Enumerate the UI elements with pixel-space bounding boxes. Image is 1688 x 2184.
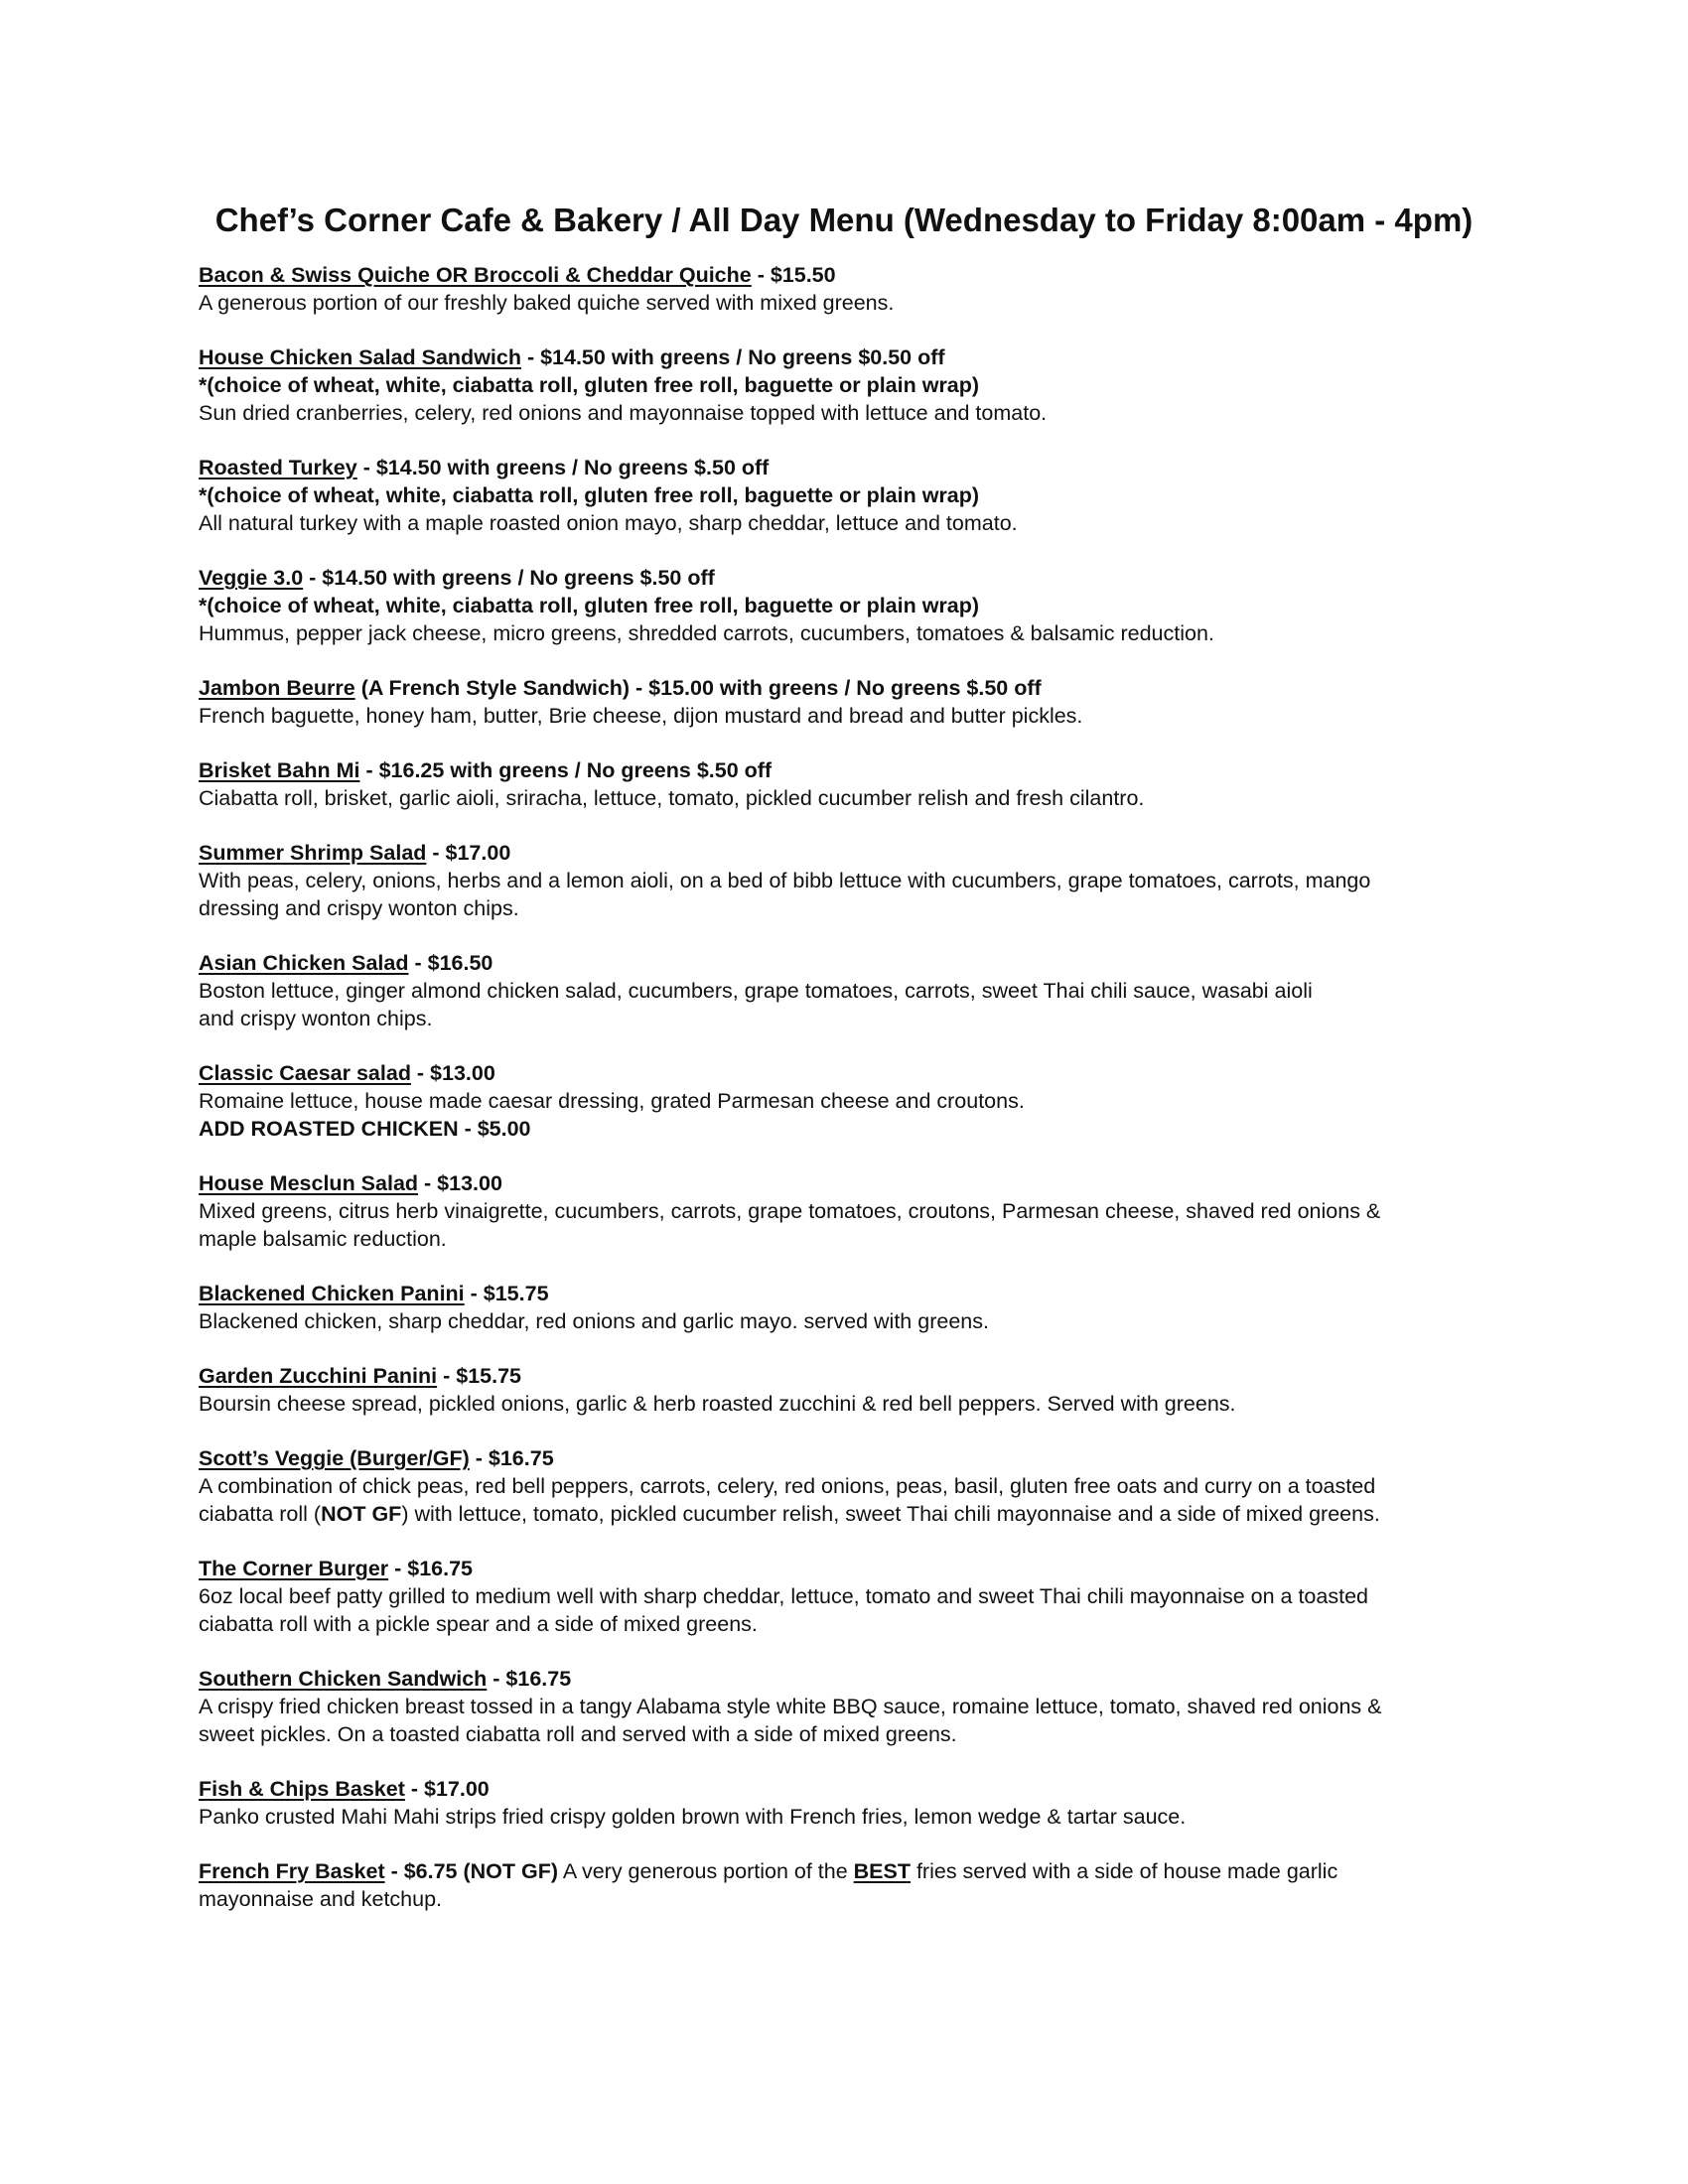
menu-item-chicken-salad-sandwich	[199, 343, 1489, 427]
menu-item-description: 6oz local beef patty grilled to medium well with sharp cheddar, lettuce, tomato and sweet Thai chili mayonnaise on a toasted	[199, 1584, 1368, 1608]
menu-item-description: mayonnaise and ketchup.	[199, 1887, 443, 1911]
menu-item-heading	[199, 756, 1489, 784]
description-text: ) with lettuce, tomato, pickled cucumber relish, sweet Thai chili mayonnaise and a side of mixed greens.	[401, 1502, 1380, 1526]
menu-item-fish-and-chips	[199, 1775, 1489, 1831]
menu-item-price: - $15.75	[464, 1282, 549, 1305]
menu-item-description: ciabatta roll with a pickle spear and a side of mixed greens.	[199, 1612, 758, 1636]
description-text: ciabatta roll (	[199, 1502, 322, 1526]
menu-item-heading	[199, 1775, 1489, 1803]
menu-item-name: Bacon & Swiss Quiche OR Broccoli & Cheddar Quiche	[199, 263, 752, 287]
menu-item-quiche	[199, 261, 1489, 317]
menu-item-summer-shrimp-salad	[199, 839, 1489, 922]
menu-item-name: Garden Zucchini Panini	[199, 1364, 438, 1388]
page-title: Chef’s Corner Cafe & Bakery / All Day Menu (Wednesday to Friday 8:00am - 4pm)	[214, 202, 1474, 238]
menu-item-description: French baguette, honey ham, butter, Brie cheese, dijon mustard and bread and butter pickles.	[199, 704, 1083, 728]
not-gf-note: NOT GF	[321, 1502, 402, 1526]
menu-item-brisket-bahn-mi	[199, 756, 1489, 812]
menu-item-description: maple balsamic reduction.	[199, 1227, 447, 1251]
menu-item-heading	[199, 343, 1489, 371]
menu-item-bread-choice: *(choice of wheat, white, ciabatta roll, gluten free roll, baguette or plain wrap)	[199, 483, 980, 507]
menu-item-description: A generous portion of our freshly baked quiche served with mixed greens.	[199, 291, 895, 315]
menu-item-description: All natural turkey with a maple roasted onion mayo, sharp cheddar, lettuce and tomato.	[199, 511, 1018, 535]
menu-item-description: Mixed greens, citrus herb vinaigrette, cucumbers, carrots, grape tomatoes, croutons, Parmesan cheese, shaved red onions &	[199, 1199, 1381, 1223]
menu-item-description: dressing and crispy wonton chips.	[199, 896, 519, 920]
menu-item-french-fry-basket	[199, 1857, 1489, 1913]
menu-item-bread-choice: *(choice of wheat, white, ciabatta roll, gluten free roll, baguette or plain wrap)	[199, 594, 980, 617]
menu-item-description: Ciabatta roll, brisket, garlic aioli, sriracha, lettuce, tomato, pickled cucumber relish and fresh cilantro.	[199, 786, 1145, 810]
menu-item-name: House Mesclun Salad	[199, 1171, 419, 1195]
menu-item-heading	[199, 1857, 1489, 1885]
menu-item-name: Summer Shrimp Salad	[199, 841, 427, 865]
menu-item-southern-chicken-sandwich	[199, 1665, 1489, 1748]
menu-item-heading	[199, 949, 1489, 977]
menu-item-name: Asian Chicken Salad	[199, 951, 409, 975]
menu-item-name: Roasted Turkey	[199, 456, 357, 479]
menu-item-name: French Fry Basket	[199, 1859, 385, 1883]
menu-item-heading	[199, 1362, 1489, 1390]
menu-item-name: Classic Caesar salad	[199, 1061, 411, 1085]
menu-item-price: - $17.00	[404, 1777, 490, 1801]
menu-list	[199, 261, 1489, 1940]
menu-item-name: Blackened Chicken Panini	[199, 1282, 465, 1305]
menu-item-heading	[199, 454, 1489, 481]
menu-item-garden-zucchini-panini	[199, 1362, 1489, 1418]
menu-item-description: Boston lettuce, ginger almond chicken salad, cucumbers, grape tomatoes, carrots, sweet Thai chili sauce, wasabi aioli	[199, 979, 1313, 1003]
menu-item-price: - $16.75	[388, 1557, 474, 1580]
menu-item-price: - $13.00	[418, 1171, 502, 1195]
menu-item-description: A crispy fried chicken breast tossed in a tangy Alabama style white BBQ sauce, romaine lettuce, tomato, shaved red onions &	[199, 1695, 1382, 1718]
menu-item-price: - $16.25 with greens / No greens $.50 off	[359, 758, 773, 782]
menu-item-heading	[199, 674, 1489, 702]
menu-item-description: and crispy wonton chips.	[199, 1007, 433, 1030]
menu-item-name: Jambon Beurre	[199, 676, 355, 700]
menu-item-description: sweet pickles. On a toasted ciabatta roll and served with a side of mixed greens.	[199, 1722, 957, 1746]
menu-item-description	[199, 1500, 1489, 1528]
menu-item-price: (A French Style Sandwich) - $15.00 with greens / No greens $.50 off	[354, 676, 1042, 700]
menu-item-heading	[199, 1665, 1489, 1693]
menu-item-description: Blackened chicken, sharp cheddar, red onions and garlic mayo. served with greens.	[199, 1309, 989, 1333]
menu-item-name: Brisket Bahn Mi	[199, 758, 360, 782]
menu-item-heading	[199, 839, 1489, 867]
menu-item-description: Romaine lettuce, house made caesar dressing, grated Parmesan cheese and croutons.	[199, 1089, 1025, 1113]
menu-item-price: - $16.75	[487, 1667, 572, 1691]
menu-item-bread-choice: *(choice of wheat, white, ciabatta roll, gluten free roll, baguette or plain wrap)	[199, 373, 980, 397]
menu-item-heading	[199, 1280, 1489, 1307]
menu-item-price: - $16.75	[469, 1446, 554, 1470]
menu-item-description: With peas, celery, onions, herbs and a lemon aioli, on a bed of bibb lettuce with cucumbers, grape tomatoes, carrots, mango	[199, 869, 1371, 892]
menu-item-price: - $14.50 with greens / No greens $.50 off	[356, 456, 770, 479]
menu-item-roasted-turkey	[199, 454, 1489, 537]
menu-item-name: The Corner Burger	[199, 1557, 389, 1580]
menu-item-price: - $6.75 (NOT GF)	[384, 1859, 559, 1883]
menu-item-description: Panko crusted Mahi Mahi strips fried crispy golden brown with French fries, lemon wedge & tartar sauce.	[199, 1805, 1187, 1829]
menu-item-asian-chicken-salad	[199, 949, 1489, 1032]
menu-item-heading	[199, 1444, 1489, 1472]
menu-item-heading	[199, 1555, 1489, 1582]
menu-item-price: - $13.00	[410, 1061, 495, 1085]
menu-item-name: Fish & Chips Basket	[199, 1777, 405, 1801]
menu-item-veggie	[199, 564, 1489, 647]
menu-item-description: A very generous portion of the	[558, 1859, 854, 1883]
menu-item-heading	[199, 1059, 1489, 1087]
menu-item-addon: ADD ROASTED CHICKEN - $5.00	[199, 1117, 531, 1141]
menu-item-mesclun-salad	[199, 1169, 1489, 1253]
menu-item-name: Veggie 3.0	[199, 566, 304, 590]
menu-item-caesar-salad	[199, 1059, 1489, 1143]
menu-item-price: - $15.75	[437, 1364, 521, 1388]
menu-item-heading	[199, 564, 1489, 592]
menu-item-description: fries served with a side of house made garlic	[910, 1859, 1338, 1883]
menu-item-description: Hummus, pepper jack cheese, micro greens, shredded carrots, cucumbers, tomatoes & balsamic reduction.	[199, 621, 1214, 645]
menu-item-scotts-veggie-burger	[199, 1444, 1489, 1528]
menu-item-blackened-chicken-panini	[199, 1280, 1489, 1335]
menu-item-price: - $16.50	[408, 951, 493, 975]
best-emphasis: BEST	[853, 1859, 911, 1883]
menu-item-heading	[199, 1169, 1489, 1197]
menu-item-name: Southern Chicken Sandwich	[199, 1667, 488, 1691]
menu-item-price: - $14.50 with greens / No greens $.50 off	[303, 566, 715, 590]
menu-item-description: A combination of chick peas, red bell peppers, carrots, celery, red onions, peas, basil, gluten free oats and curry on a toasted	[199, 1474, 1376, 1498]
menu-item-price: - $14.50 with greens / No greens $0.50 off	[520, 345, 945, 369]
menu-item-heading	[199, 261, 1489, 289]
menu-item-description: Boursin cheese spread, pickled onions, garlic & herb roasted zucchini & red bell peppers. Served with greens.	[199, 1392, 1236, 1416]
menu-item-price: - $15.50	[751, 263, 836, 287]
menu-item-corner-burger	[199, 1555, 1489, 1638]
menu-item-jambon-beurre	[199, 674, 1489, 730]
menu-item-name: House Chicken Salad Sandwich	[199, 345, 521, 369]
menu-item-description: Sun dried cranberries, celery, red onions and mayonnaise topped with lettuce and tomato.	[199, 401, 1048, 425]
menu-item-name: Scott’s Veggie (Burger/GF)	[199, 1446, 470, 1470]
menu-item-price: - $17.00	[426, 841, 511, 865]
